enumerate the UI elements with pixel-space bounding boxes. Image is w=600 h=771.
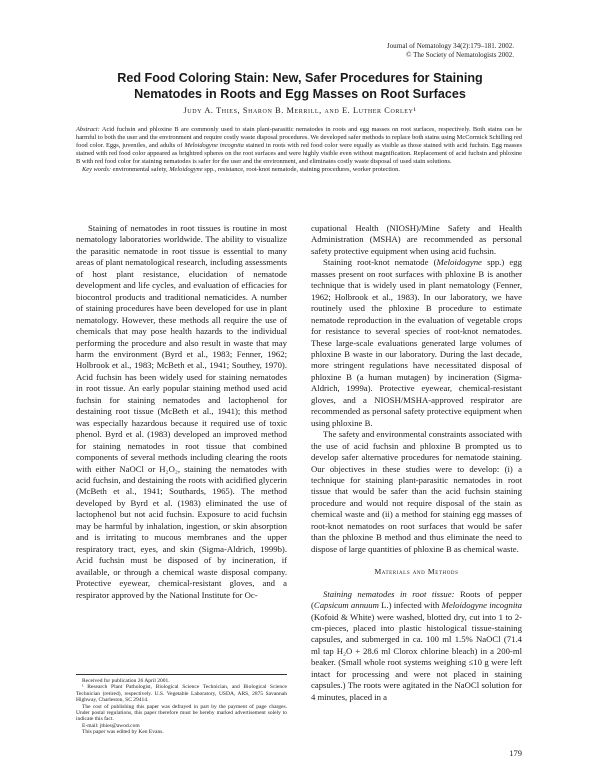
journal-line-2: © The Society of Nematologists 2002. xyxy=(406,50,514,59)
intro-paragraph-1: Staining of nematodes in root tissues is routine in most nematology laboratories worldwide. The ability to visualize the parasitic nematode in root tissue is essential to many areas of plant nematological research, including assessments of host plant resistance, elucidation of nematode development and life cycles, and evaluation of efficacies for biocontrol products and traditional nematicides. A number of staining procedures have been developed for use in plant nematology. However, these methods all require the use of chemicals that may pose health hazards to the individual performing the procedure and also result in waste that may harm the environment (Byrd et al., 1983; Fenner, 1962; Holbrook et al., 1983; McBeth et al., 1941; Southey, 1970). Acid fuchsin has been widely used for staining nematodes in root tissue. An early popular staining method used acid fuchsin for staining nematodes and lactophenol for destaining root tissue (McBeth et al., 1941); this method was especially hazardous because it required use of toxic phenol. Byrd et al. (1983) developed an improved method for staining nematodes in root tissue that combined components of several methods including clearing the roots with either NaOCl or H₂O₂, staining the nematodes with acid fuchsin, and destaining the roots with acidified glycerin (McBeth et al., 1941; Southards, 1965). The method developed by Byrd et al. (1983) eliminated the use of lactophenol but not acid fuchsin. Exposure to acid fuchsin may be harmful by inhalation, ingestion, or skin absorption and is irritating to mucous membranes and the upper respiratory tract, eyes, and skin (Sigma-Aldrich, 1999b). Acid fuchsin must be disposed of by incineration, if available, or through a chemical waste disposal company. Protective eyewear, chemical-resistant gloves, and a respirator approved by the National Institute for Oc- xyxy=(76,223,287,600)
footnote-affiliations: ¹ Research Plant Pathologist, Biological Science Technician, and Biological Science Technician (retired), respectively. U.S. Vegetable Laboratory, USDA, ARS, 2875 Savannah Highway, Charleston, SC 29414. xyxy=(76,684,287,704)
abstract-label: Abstract: xyxy=(76,126,100,133)
intro-p2-part-a: Staining root-knot nematode ( xyxy=(323,257,437,268)
methods-part-a: Roots of pepper ( xyxy=(311,588,522,611)
abstract-species: Meloidogyne incognita xyxy=(184,142,244,150)
keywords xyxy=(76,166,522,174)
abstract-text xyxy=(76,126,522,166)
intro-p2-part-b: spp.) egg masses present on root surfaces with phloxine B is another technique that is widely used in plant nematology (Fenner, 1962; Holbrook et al., 1983). In our laboratory, we have routinely used the phloxine B procedure to estimate nematode reproduction in the evaluation of vegetable crops for resistance to several species of root-knot nematodes. These large-scale evaluations generated large volumes of phloxine B waste in our laboratory. During the last decade, more stringent regulations have necessitated disposal of phloxine B (a human mutagen) by incineration (Sigma-Aldrich, 1999a). Protective eyewear, chemical-resistant gloves, and a NIOSH/MSHA-approved respirator are recommended as personal safety protective equipment when using phloxine B. xyxy=(311,257,522,428)
footnote-page-charges: The cost of publishing this paper was defrayed in part by the payment of page charges. Under postal regulations, this paper therefore must be hereby marked advertisement solely to indicate this fact. xyxy=(76,703,287,723)
section-heading-methods: Materials and Methods xyxy=(374,567,459,577)
title-line-2: Nematodes in Roots and Egg Masses on Root Surfaces xyxy=(134,87,466,101)
methods-part-c: (Kofoid & White) were washed, blotted dry, cut into 1 to 2-cm-pieces, placed into plastic histological tissue-staining capsules, and submerged in ca. 100 ml 1.5% NaOCl (71.4 ml tap H₂O + 28.6 ml Clorox chlorine bleach) in a 200-ml beaker. (Small whole root systems weighing ≤10 g were left intact for processing and were not placed in staining capsules.) The roots were agitated in the NaOCl solution for 4 minutes, placed in a xyxy=(311,611,522,702)
journal-line-1: Journal of Nematology 34(2):179–181. 2002. xyxy=(386,42,514,50)
footnote-received: Received for publication 26 April 2001. xyxy=(82,678,170,684)
journal-citation xyxy=(387,42,514,59)
author-list: Judy A. Thies, Sharon B. Merrill, and E. Luther Corley¹ xyxy=(183,106,417,115)
footnote-editor: This paper was edited by Ken Evans. xyxy=(82,729,164,736)
keywords-species: Meloidogyne xyxy=(169,166,203,174)
methods-species-1: Capsicum annuum xyxy=(313,600,379,611)
page-number: 179 xyxy=(509,748,522,758)
methods-subheading: Staining nematodes in root tissue: xyxy=(323,588,455,599)
keywords-label: Key words: xyxy=(82,166,112,174)
footnote-email: E-mail: jthies@awod.com xyxy=(82,722,140,729)
body-column-left xyxy=(76,223,287,601)
footnotes xyxy=(76,674,287,736)
abstract-part-2: stained in roots with red food color were equally as visible as those stained with acid fuchsin. Egg masses stained with red food color appeared as brightred spheres on the root surfaces and were highly visible even without magnification. Replacement of acid fuchsin and phloxine B with red food color for staining nematodes is safer for the user and the environment, and eliminates costly waste disposal of used stain solutions. xyxy=(76,142,522,166)
abstract-part-1: Acid fuchsin and phloxine B are commonly used to stain plant-parasitic nematodes in roots and egg masses on root surfaces, respectively. Both stains can be harmful to both the user and the environment and require costly waste disposal procedures. We developed safer methods to replace both stains using McCormick Schilling red food color. Eggs, juveniles, and adults of xyxy=(76,126,522,150)
intro-paragraph-continued: cupational Health (NIOSH)/Mine Safety and Health Administration (MSHA) are recommended as personal safety protective equipment when using acid fuchsin. xyxy=(311,223,522,256)
methods-part-b: L.) infected with xyxy=(378,600,442,611)
keywords-part-2: spp., resistance, root-knot nematode, staining procedures, worker protection. xyxy=(202,166,400,174)
intro-p2-species: Meloidogyne xyxy=(436,257,482,268)
paper-title xyxy=(60,70,540,102)
methods-paragraph-1 xyxy=(311,589,522,704)
intro-paragraph-2 xyxy=(311,257,522,429)
abstract xyxy=(76,126,522,175)
intro-paragraph-3: The safety and environmental constraints associated with the use of acid fuchsin and phloxine B prompted us to develop safer alternative procedures for nematode staining. Our objectives in these studies were to develop: (i) a technique for staining plant-parasitic nematodes in root tissue that would be safer than the acid fuchsin staining procedure and would not require disposal of the stain as chemical waste and (ii) a method for staining egg masses of root-knot nematodes on root surfaces that would be safer than the phloxine B method and thus eliminate the need to dispose of large quantities of phloxine B as chemical waste. xyxy=(311,429,522,554)
methods-species-2: Meloidogyne incognita xyxy=(441,600,523,611)
keywords-part-1: environmental safety, xyxy=(111,166,170,174)
title-line-1: Red Food Coloring Stain: New, Safer Procedures for Staining xyxy=(117,71,483,85)
body-column-right xyxy=(311,223,522,703)
